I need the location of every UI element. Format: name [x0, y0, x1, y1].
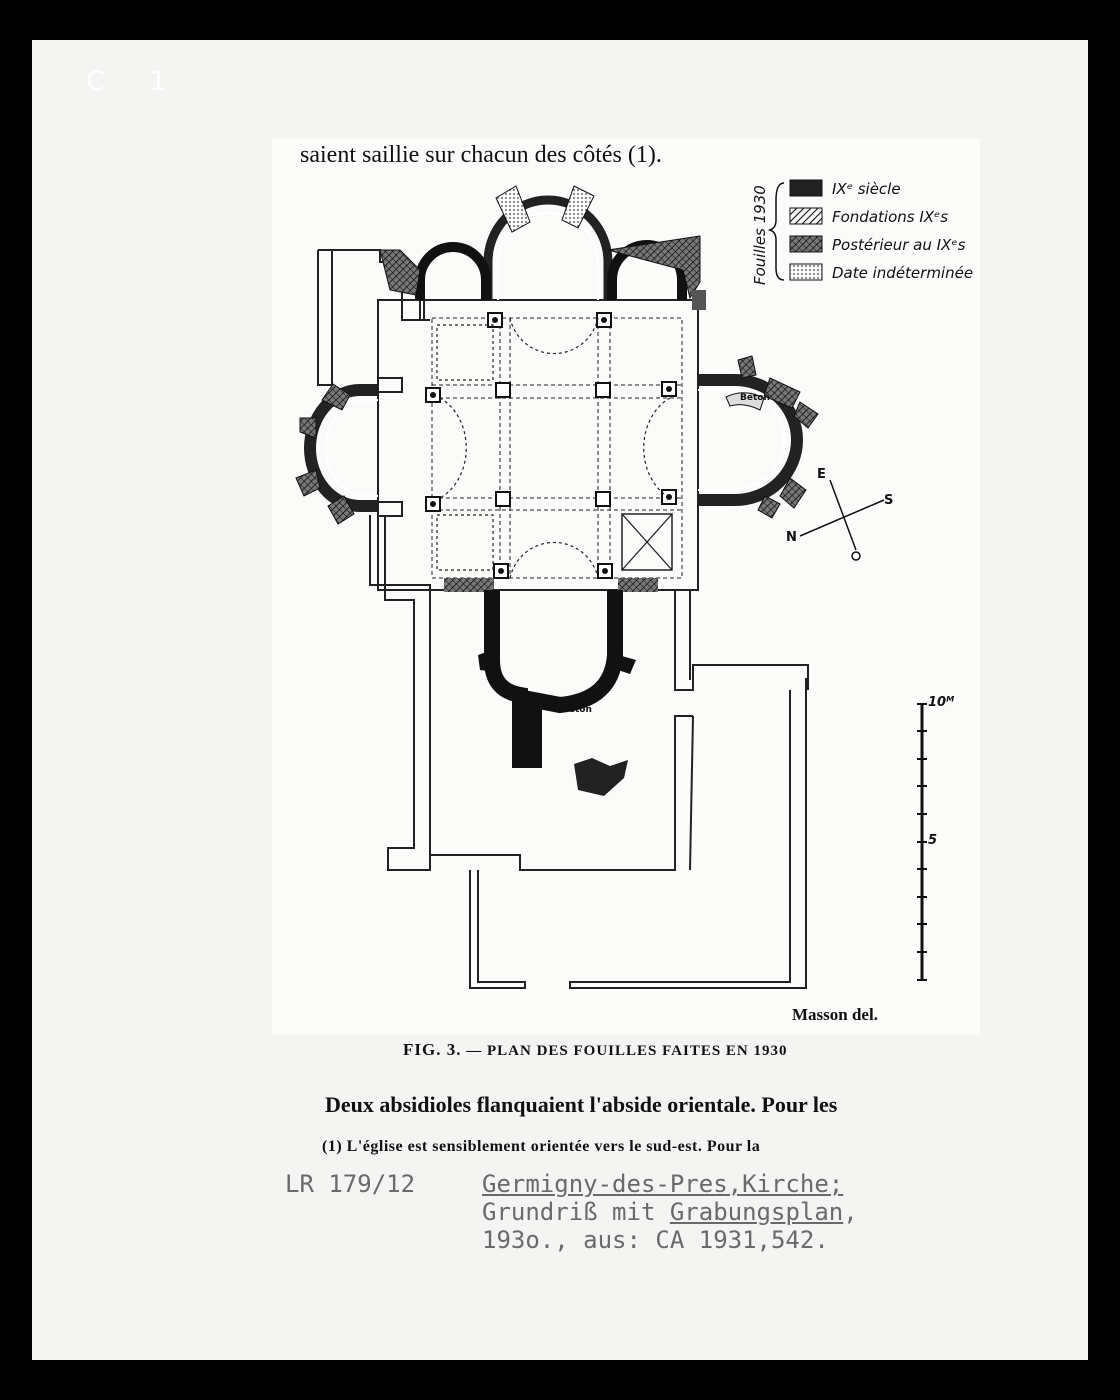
compass-s: S	[884, 493, 894, 508]
beton-label-1: Béton	[740, 393, 770, 403]
beton-label-2: Béton	[562, 705, 592, 715]
lower-apse	[444, 578, 658, 796]
compass-n: N	[786, 530, 797, 545]
figure-caption	[403, 1040, 788, 1060]
archive-desc-c: ,	[843, 1198, 858, 1226]
legend-item-2: Fondations IXᵉs	[832, 208, 949, 226]
right-apse	[698, 356, 818, 518]
compass-rose	[786, 467, 893, 560]
legend-item-1: IXᵉ siècle	[832, 180, 901, 198]
central-body	[378, 300, 698, 590]
legend-group-label: Fouilles 1930	[751, 185, 769, 285]
top-text-line: saient saillie sur chacun des côtés (1).	[300, 142, 662, 168]
footnote-line: (1) L'église est sensiblement orientée vers le sud-est. Pour la	[322, 1138, 761, 1155]
archive-desc-b: Grabungsplan	[669, 1198, 844, 1226]
west-apse	[296, 378, 402, 524]
archive-desc	[482, 1198, 858, 1226]
scale-top-label: 10ᴹ	[928, 695, 955, 710]
scale-mid-label: 5	[928, 833, 938, 848]
compass-e: E	[817, 467, 826, 482]
body-text-line: Deux absidioles flanquaient l'abside orientale. Pour les	[325, 1092, 838, 1117]
legend-item-3: Postérieur au IXᵉs	[832, 236, 966, 254]
east-apses	[380, 186, 706, 310]
frame-tag: C 1	[86, 66, 185, 97]
caption-text: — PLAN DES FOUILLES FAITES EN 1930	[466, 1043, 788, 1059]
outer-walls	[318, 250, 808, 988]
archive-title: Germigny-des-Pres,Kirche;	[482, 1170, 844, 1198]
archive-ref: LR 179/12	[285, 1170, 416, 1198]
archive-source: 193o., aus: CA 1931,542.	[482, 1226, 829, 1254]
drawing-credit: Masson del.	[792, 1005, 878, 1024]
archive-desc-a: Grundriß mit	[482, 1198, 670, 1226]
scale-bar	[917, 695, 954, 980]
caption-number: FIG. 3.	[403, 1040, 462, 1059]
legend	[751, 180, 973, 285]
legend-item-4: Date indéterminée	[832, 264, 974, 282]
